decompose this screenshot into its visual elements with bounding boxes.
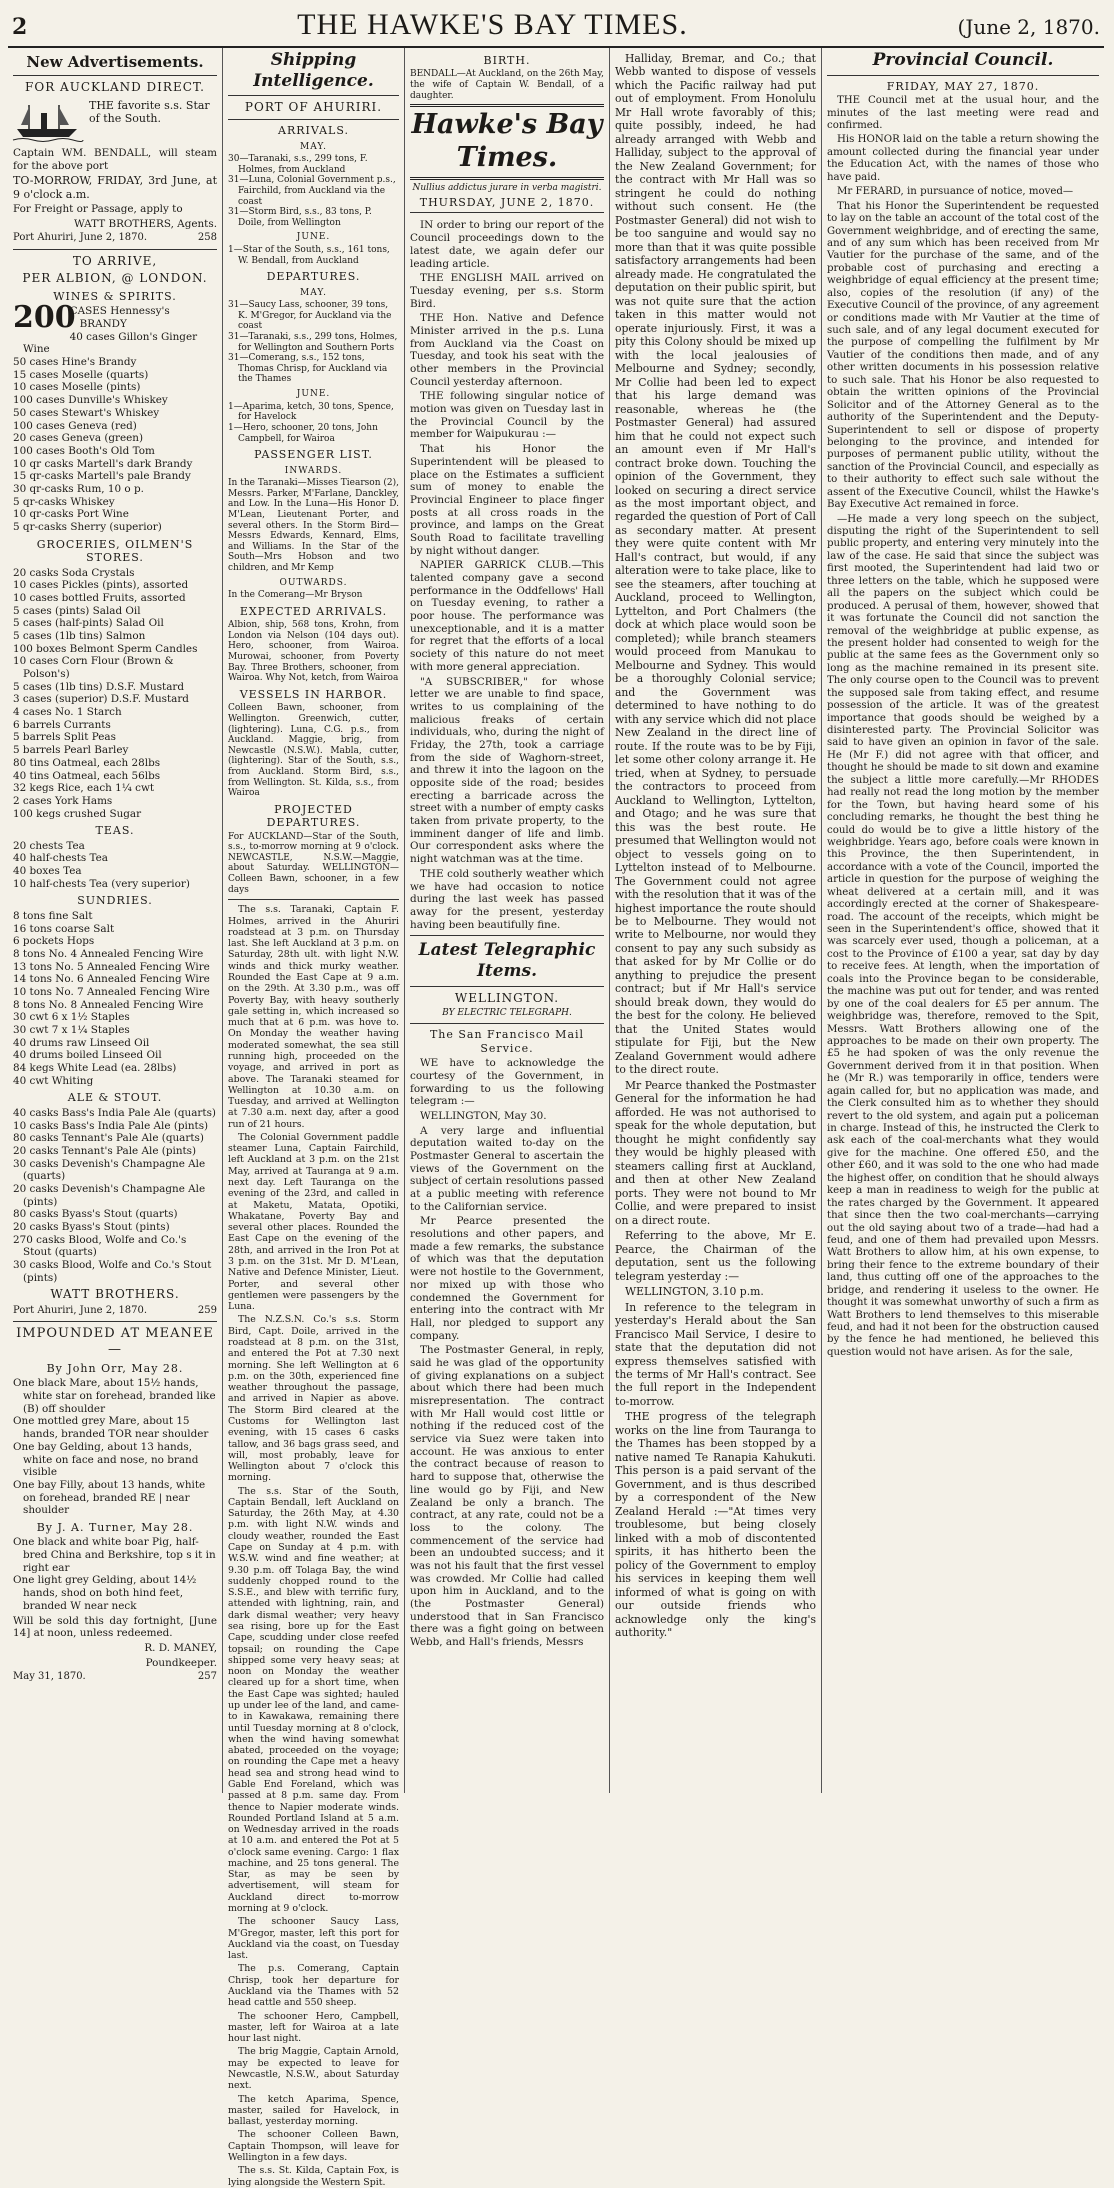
- wines-big-number: 200: [13, 300, 76, 336]
- impounded-item: One mottled grey Mare, about 15 hands, branded TOR near shoulder: [13, 1415, 209, 1441]
- poundkeeper-name: R. D. MANEY,: [144, 1641, 217, 1654]
- telegraphic-paragraph: Mr Pearce thanked the Postmaster General for the information he had afforded. He was not authorised to speak for the whole deputation, but thought he might confidently say they would be highly pleased with steamers calling first at Auckland, and then at other New Zealand ports. They were not bound to Mr Collie, and were prepared to insist on a direct route.: [615, 1078, 816, 1227]
- list-item: 5 cases (1lb tins) Salmon: [13, 629, 146, 642]
- list-item: 10 casks Bass's India Pale Ale (pints): [13, 1119, 209, 1132]
- projected-heading: PROJECTED DEPARTURES.: [266, 802, 361, 830]
- impounded-by-2: By J. A. Turner, May 28.: [36, 1520, 194, 1534]
- impounded-item: One bay Filly, about 13 hands, white on forehead, branded RE | near shoulder: [13, 1478, 206, 1517]
- arrival-item: 1—Star of the South, s.s., 161 tons, W. Bendall, from Auckland: [228, 244, 390, 266]
- list-item: 10 qr-casks Port Wine: [13, 508, 129, 521]
- arrival-item: 30—Taranaki, s.s., 299 tons, F. Holmes, from Auckland: [228, 154, 368, 175]
- list-item: 8 tons No. 8 Annealed Fencing Wire: [13, 998, 204, 1011]
- telegraphic-paragraphs: [410, 1057, 604, 1649]
- list-item: 8 tons fine Salt: [13, 909, 93, 922]
- masthead: [8, 8, 1104, 48]
- steamship-icon: [13, 99, 83, 143]
- sundries-list: [13, 910, 217, 1088]
- list-item: 30 qr-casks Rum, 10 o p.: [13, 482, 144, 495]
- issue-date: (June 2, 1870.: [957, 15, 1100, 39]
- council-date: FRIDAY, MAY 27, 1870.: [886, 79, 1040, 93]
- departures-heading: DEPARTURES.: [266, 270, 361, 284]
- telegraphic-subheading: The San Francisco Mail Service.: [429, 1028, 585, 1055]
- shipping-paragraph: The Colonial Government paddle steamer Luna, Captain Fairchild, left Auckland at 3 p.m. on the 21st May, arrived at Tauranga at 9 a.m. next day. Left Tauranga on the evening of the 23rd, and called in at Maketu, Matata, Opotiki, Whakatane, Poverty Bay and several other places. Rounded the East Cape on the evening of the 28th, and arrived in the Iron Pot at 3 p.m. on the 31st. Mr D. M'Lean, Native and Defence Minister, Lieut. Porter, and several other gentlemen were passengers by the Luna.: [228, 1131, 399, 1313]
- telegraphic-paragraph: Mr Pearce presented the resolutions and other papers, and made a few remarks, the substance of which was that the deputation were not hostile to the Government, nor mixed up with those who condemned the Government for entering into the contract with Mr Hall, nor pledged to support any company.: [410, 1215, 604, 1342]
- departure-item: 1—Aparima, ketch, 30 tons, Spence, for Havelock: [228, 401, 394, 423]
- column-editorial: [405, 48, 610, 1793]
- list-item: 10 qr casks Martell's dark Brandy: [13, 457, 193, 470]
- council-paragraph: Mr FERARD, in pursuance of notice, moved—: [837, 186, 1074, 198]
- editorial-paragraph: IN order to bring our report of the Council proceedings down to the latest date, we again defer our leading article.: [410, 219, 604, 270]
- shipping-paragraph: The s.s. Star of the South, Captain Bendall, left Auckland on Saturday, the 26th May, at 4.30 p.m. with light N.W. winds and cloudy weather, rounded the East Cape on Sunday at 4 p.m. with W.S.W. wind and fine weather; at 9.30 p.m. off Tolaga Bay, the wind suddenly chopped round to the S.S.E., and blew with terrific fury, attended with lightning, rain, and dark dismal weather; very heavy sea rising, bore up for the East Cape, scudding under close reefed topsail; on rounding the Cape shipped some very heavy seas; at noon on Monday the weather cleared up for a short time, when the East Cape was sighted; hauled up under lee of the land, and came-to in Kawakawa, remaining there until Tuesday morning at 8 o'clock, when the wind having somewhat abated, proceeded on the voyage; on rounding the Cape met a heavy head sea and strong head wind to Gable End Foreland, which was passed at 8 p.m. same day. From thence to Napier moderate winds. Rounded Portland Island at 5 a.m. on Wednesday arrived in the roads at 10 a.m. and entered the Pot at 5 o'clock same evening. Cargo: 1 flax machine, and 25 tons general. The Star, as may be seen by advertisement, will steam for Auckland direct to-morrow morning at 9 o'clock.: [228, 1485, 399, 1915]
- arrive-vessel: PER ALBION, @ LONDON.: [22, 271, 208, 286]
- arrivals-heading: ARRIVALS.: [278, 124, 349, 138]
- telegraphic-paragraph: Halliday, Bremar, and Co.; that Webb wanted to dispose of vessels which the Pacific railway had put out of employment. From Honolulu Mr Hall wrote favorably of this; quite possibly, indeed, he had already arranged with Webb and Halliday, subject to the approval of the New Zealand Government; for the contract with Mr Hall was so stringent he could do nothing without such consent. He (the Postmaster General) did not wish to be too sanguine and would say no more than that it was quite possible satisfactory arrangements had been already made. He congratulated the deputation on their public spirit, but was not quite sure that the action taken in this matter would not operate injuriously. First, it was a pity this Colony should be mixed up with the local jealousies of Melbourne and Sydney; secondly, Mr Collie had been led to expect that his large demand was reasonable, whereas he (the Postmaster General) had assured him that he could not expect such an amount even if Mr Hall's contract broke down. Touching the opinion of the Government, they looked on securing a direct service as the most important object, and regarded the question of Port of Call as secondary matter. At present they were quite content with Mr Hall's contract, but would, if any alteration were to take place, like to see the steamers, after touching at Auckland, proceed to Wellington, Lyttelton, and Port Chalmers (the dock at which place would soon be completed); while branch steamers would proceed from Manukau to Melbourne and Sydney. This would be a thoroughly Colonial service; and the Government was determined to have nothing to do with any service which did not place New Zealand in the direct line of route. If the route was to be by Fiji, let some other colony arrange it. He tried, when at Sydney, to persuade the contractors to proceed from Auckland to Wellington, Lyttelton, and Otago; and he was sure that this was the best route. He presumed that Wellington would not object to vessels going on to Lyttelton instead of to Melbourne. The Government could not agree with the resolution that it was of the highest importance the route should be to Melbourne. They would not write to Melbourne, nor would they consent to pay any such subsidy as that asked for by Mr Collie or do anything to prejudice the present contract; but if Mr Hall's service should break down, they would do the best for the colony. He believed that the United States would stipulate for Fiji, but the New Zealand Government would adhere to the direct route.: [615, 52, 817, 1077]
- teas-list: [13, 840, 217, 891]
- impounded-list-1: [13, 1377, 217, 1517]
- ale-list: [13, 1107, 217, 1285]
- birth-heading: BIRTH.: [483, 54, 531, 67]
- list-item: 10 tons No. 7 Annealed Fencing Wire: [13, 985, 210, 998]
- column-telegraphic-continued: [610, 48, 822, 1793]
- shipping-heading: Shipping Intelligence.: [253, 50, 374, 91]
- editorial-paragraph: THE ENGLISH MAIL arrived on Tuesday evening, per s.s. Storm Bird.: [410, 272, 604, 310]
- editorial-dateline: THURSDAY, JUNE 2, 1870.: [410, 196, 604, 213]
- ad-captain: Captain WM. BENDALL, will steam for the above port: [13, 146, 217, 172]
- paper-title: Hawke's Bay Times.: [410, 104, 604, 180]
- impounded-item: One black and white boar Pig, half-bred China and Berkshire, top s it in right ear: [13, 1536, 216, 1574]
- list-item: 14 tons No. 6 Annealed Fencing Wire: [13, 973, 210, 986]
- list-item: 40 cases Gillon's Ginger Wine: [23, 330, 198, 356]
- list-item: 30 cwt 6 x 1½ Staples: [13, 1011, 130, 1024]
- departures-may-heading: MAY.: [300, 287, 327, 298]
- grocery-heading: GROCERIES, OILMEN'S STORES.: [36, 537, 194, 565]
- newspaper-title: THE HAWKE'S BAY TIMES.: [297, 8, 688, 41]
- impounded-by-1: By John Orr, May 28.: [46, 1362, 184, 1376]
- arrive-title: TO ARRIVE,: [72, 253, 158, 268]
- section-heading: New Advertisements.: [26, 53, 204, 71]
- outwards-text: In the Comerang—Mr Bryson: [228, 590, 363, 601]
- list-item: 5 cases (pints) Salad Oil: [13, 604, 141, 617]
- poundkeeper-title: Poundkeeper.: [145, 1656, 217, 1669]
- council-paragraph: THE Council met at the usual hour, and the minutes of the last meeting were read and confirmed.: [827, 95, 1099, 132]
- shipping-paragraph: The ketch Aparima, Spence, master, sailed for Havelock, in ballast, yesterday morning.: [228, 2093, 399, 2128]
- paper-motto: Nullius addictus jurare in verba magistri.: [412, 183, 602, 194]
- list-item: 20 cases Geneva (green): [13, 432, 144, 445]
- list-item: 50 cases Hine's Brandy: [13, 356, 137, 369]
- impounded-sale: Will be sold this day fortnight, [June 14] at noon, unless redeemed.: [13, 1614, 217, 1640]
- list-item: 40 cwt Whiting: [13, 1074, 94, 1087]
- council-paragraph: —He made a very long speech on the subject, disputing the right of the Superintendent to sell public property, and entering very minutely into the law of the case. He said that since the subject was first mooted, the Superintendent had laid two or three letters on the table, which he supposed were all the papers on the subject which could be produced. A perusal of them, however, showed that it was fortunate the Council did not sanction the removal of the weighbridge at public expense, as the present holder had consented to weigh for the public at the same fees as the Government only so long as the machine remained in its present site. The only course open to the Council was to prevent the supposed sale from taking effect, and resume possession of the article. It was of the greatest importance that goods should be weighed by a disinterested party. The Provincial Solicitor was said to have given an opinion in favor of the sale. He (Mr F.) did not agree with that officer, and thought he should be made to sit down and examine the subject a little more carefully.—Mr RHODES had really not read the long motion by the member for the Town, but having heard some of his concluding remarks, he thought the best thing he could do would be to give a little history of the weighbridge. Years ago, before coals were known in this Province, the then Superintendent, in accordance with a vote of the Council, imported the article in question for the purpose of weighing the wheat delivered at a certain mill, and it was accordingly erected at the corner of Shakespeare-road. The account of the receipts, which might be seen in the Superintendent's office, showed that it was scarcely ever used, though a policeman, at a cost to the Province of £100 a year, sat day by day to receive fees. At length, when the importation of coals into the Province began to be considerable, the machine was put out for tender, and was rented by one of the coal dealers for £5 per annum. The weighbridge was, therefore, removed to the Spit, Messrs. Watt Brothers allowing one of the approaches to be made on their own property. The £5 he had spoken of was the only revenue the Government derived from it in that position. When he (Mr R.) was temporarily in office, tenders were again called for, but no application was made, and the Clerk consulted him as to whether they should revert to the old system, and again put a policeman in charge. Instead of this, he instructed the Clerk to ask each of the coal-merchants what they would give for the machine. One offered £50, and the other £60, and it was sold to the one who had made the highest offer, on condition that he should always keep a man in readiness to weigh for the public at the rates charged by the Government. It appeared that since then the two coal-merchants—carrying out the old saying about two of a trade—had had a feud, and one of them had prevailed upon Messrs. Watt Brothers to allow him, at his own expense, to bring their fence to the extreme boundary of their land, thus cutting off one of the approaches to the bridge, and rendering it useless to the owner. He thought it was somewhat unworthy of such a firm as Watt Brothers to lend themselves to this miserable feud, and had it not been for the obstruction caused by the fence he had mentioned, he believed this question would not have arisen. As for the sale,: [827, 513, 1099, 1358]
- telegraphic-paragraph: WELLINGTON, May 30.: [420, 1109, 547, 1122]
- council-paragraph: That his Honor the Superintendent be requested to lay on the table an account of the total cost of the Government weighbridge, and of erecting the same, and of any sum which has been received from Mr Vautier for the purchase of the same, and of the probable cost of purchasing and erecting a weighbridge of equal efficiency at the present time; also, copies of the resolution (if any) of the Executive Council of the province, of any agreement or conditions made with Mr Vautier at the time of such sale, and of any legal document executed for the purpose of compelling the fulfilment by Mr Vautier of the conditions then made, and of any other written documents in his possession relative to such sale. That his Honor be also requested to obtain the written opinions of the Provincial Solicitor and of the Attorney General as to the authority of the Superintendent and the Deputy-Superintendent to sell or dispose of property belonging to the province, and intended for purposes of permanent public utility, without the sanction of the Provincial Council, and especially as to their authority to effect such sale without the assent of the Executive Council, whilst the Hawke's Bay Executive Act remained in force.: [827, 200, 1099, 511]
- ad-ref: 258: [197, 232, 217, 244]
- telegraphic-continued-paragraphs: [615, 52, 816, 1640]
- list-item: 40 boxes Tea: [13, 865, 82, 878]
- list-item: 80 casks Byass's Stout (quarts): [13, 1208, 178, 1221]
- list-item: 100 cases Geneva (red): [13, 419, 137, 432]
- editorial-paragraph: THE Hon. Native and Defence Minister arrived in the p.s. Luna from Auckland via the Coast on Tuesday, and took his seat with the other members in the Provincial Council yesterday afternoon.: [410, 312, 604, 388]
- editorial-paragraph: "A SUBSCRIBER," for whose letter we are unable to find space, writes to us complaining of the malicious freaks of certain individuals, who, during the night of Friday, the 27th, took a carriage from the side of Waghorn-street, and threw it into the lagoon on the opposite side of the road; besides erecting a barricade across the street with a number of empty casks taken from private property, to the imminent danger of life and limb. Our correspondent asks where the night watchman was at the time.: [410, 675, 604, 866]
- list-item: 5 cases (1lb tins) D.S.F. Mustard: [13, 680, 185, 693]
- outwards-heading: OUTWARDS.: [279, 577, 348, 588]
- column-shipping: [223, 48, 405, 2188]
- list-item: CASES Hennessy's BRANDY: [69, 305, 170, 331]
- departures-may-list: [228, 300, 399, 385]
- list-item: 84 kegs White Lead (ea. 28lbs): [13, 1062, 177, 1075]
- list-item: 5 barrels Pearl Barley: [13, 744, 129, 757]
- list-item: 15 cases Moselle (quarts): [13, 368, 149, 381]
- telegraphic-paragraph: A very large and influential deputation waited to-day on the Postmaster General to ascertain the views of the Government on the subject of certain resolutions passed at a public meeting with reference to the Californian service.: [410, 1124, 604, 1213]
- list-item: 20 casks Tennant's Pale Ale (pints): [13, 1144, 197, 1157]
- list-item: 80 tins Oatmeal, each 28lbs: [13, 756, 161, 769]
- arrivals-june-list: [228, 245, 399, 266]
- impounded-list-2: [13, 1536, 217, 1612]
- list-item: 40 half-chests Tea: [13, 852, 108, 865]
- council-paragraph: His HONOR laid on the table a return showing the amount collected during the financial year under the Education Act, with the names of those who have paid.: [827, 134, 1099, 183]
- list-item: 5 qr-casks Whiskey: [13, 495, 115, 508]
- telegraphic-by: BY ELECTRIC TELEGRAPH.: [442, 1008, 572, 1019]
- editorial-paragraph: NAPIER GARRICK CLUB.—This talented company gave a second performance in the Oddfellows' Hall on Tuesday evening, to rather a poor house. The performance was unexceptionable, and it is a matter for regret that the efforts of a local society of this nature do not meet with more general appreciation.: [410, 559, 604, 673]
- list-item: 30 casks Blood, Wolfe and Co.'s Stout (pints): [13, 1259, 212, 1284]
- shipping-paragraph: The schooner Colleen Bawn, Captain Thompson, will leave for Wellington in a few days.: [228, 2129, 399, 2163]
- telegraphic-paragraph: WE have to acknowledge the courtesy of the Government, in forwarding to us the following telegram :—: [410, 1057, 604, 1108]
- ale-heading: ALE & STOUT.: [67, 1091, 163, 1105]
- departure-item: 31—Comerang, s.s., 152 tons, Thomas Chrisp, for Auckland via the Thames: [228, 353, 388, 385]
- list-item: 40 casks Bass's India Pale Ale (quarts): [13, 1106, 216, 1119]
- port-heading: PORT OF AHURIRI.: [244, 100, 383, 115]
- list-item: 20 casks Byass's Stout (pints): [13, 1221, 170, 1234]
- list-item: 6 pockets Hops: [13, 935, 95, 948]
- shipping-paragraph: The s.s. St. Kilda, Captain Fox, is lying alongside the Western Spit.: [228, 2165, 399, 2188]
- editorial-paragraph: THE following singular notice of motion was given on Tuesday last in the Provincial Council by the member for Waipukurau :—: [410, 390, 604, 441]
- list-item: 40 tins Oatmeal, each 56lbs: [13, 769, 161, 782]
- departures-june-list: [228, 402, 399, 444]
- sundries-heading: SUNDRIES.: [77, 894, 153, 908]
- list-item: 100 boxes Belmont Sperm Candles: [13, 642, 198, 655]
- list-item: 5 barrels Split Peas: [13, 731, 116, 744]
- shipping-paragraph: The p.s. Comerang, Captain Chrisp, took her departure for Auckland via the Thames with 52 head cattle and 550 sheep.: [228, 1963, 399, 2009]
- teas-heading: TEAS.: [95, 824, 135, 838]
- list-item: 8 tons No. 4 Annealed Fencing Wire: [13, 947, 204, 960]
- list-item: 50 cases Stewart's Whiskey: [13, 406, 160, 419]
- list-item: 3 cases (superior) D.S.F. Mustard: [13, 693, 189, 706]
- expected-text: Albion, ship, 568 tons, Krohn, from London via Nelson (104 days out). Hero, schooner, from Wairoa. Murowai, schooner, from Poverty Bay. Three Brothers, schooner, from Wairoa. Why Not, ketch, from Wairoa: [228, 620, 399, 684]
- arrivals-may-list: [228, 154, 399, 228]
- council-paragraphs: [827, 95, 1099, 1359]
- column-provincial-council: [822, 48, 1104, 1793]
- list-item: 270 casks Blood, Wolfe and Co.'s Stout (quarts): [13, 1233, 187, 1259]
- shipping-paragraph: The brig Maggie, Captain Arnold, may be expected to leave for Newcastle, N.S.W., about Saturday next.: [228, 2046, 399, 2092]
- list-item: 20 casks Devenish's Champagne Ale (pints): [13, 1182, 206, 1208]
- list-item: 20 chests Tea: [13, 839, 85, 852]
- ad-agent: WATT BROTHERS, Agents.: [74, 217, 217, 230]
- list-item: 100 kegs crushed Sugar: [13, 807, 142, 820]
- list-item: 4 cases No. 1 Starch: [13, 706, 122, 719]
- list-item: 100 cases Dunville's Whiskey: [13, 394, 168, 407]
- list-item: 10 cases Pickles (pints), assorted: [13, 579, 189, 592]
- shipping-paragraph: The s.s. Taranaki, Captain F. Holmes, arrived in the Ahuriri roadstead at 3 p.m. on Thursday last. She left Auckland at 3 p.m. on Saturday, 28th ult. with light N.W. winds and thick murky weather. Rounded the East Cape at 9 a.m. on the 29th. At 3.30 p.m., was off Poverty Bay, with heavy southerly gale setting in, which increased so much that at 6 p.m. was hove to. On Monday the weather having moderated somewhat, the sea still running high, proceeded on the voyage, and arrived in port as above. The Taranaki steamed for Wellington at 10.30 a.m. on Tuesday, and arrived at Wellington at 7.30 a.m. next day, after a good run of 21 hours.: [228, 904, 399, 1130]
- telegraphic-paragraph: THE progress of the telegraph works on the line from Tauranga to the Thames has been stopped by a native named Te Ranapia Kahukuti. This person is a paid servant of the Government, and is thus described by a correspondent of the New Zealand Herald :—"At times very troublesome, but being closely linked with a mob of discontented spirits, it has hitherto been the policy of the Government to employ his services in keeping them well informed of what is going on with our outside friends who acknowledge only the king's authority.": [615, 1410, 816, 1640]
- telegraphic-paragraph: In reference to the telegram in yesterday's Herald about the San Francisco Mail Service, I desire to state that the deputation did not express themselves satisfied with the terms of Mr Hall's contract. See the full report in the Independent to-morrow.: [615, 1300, 816, 1408]
- arrivals-june-heading: JUNE.: [296, 232, 331, 243]
- departure-item: 31—Saucy Lass, schooner, 39 tons, K. M'Gregor, for Auckland via the coast: [228, 300, 392, 332]
- shipping-paragraph: The schooner Hero, Campbell, master, left for Wairoa at a late hour last night.: [228, 2010, 399, 2045]
- telegraphic-place: WELLINGTON.: [454, 990, 560, 1005]
- list-item: 10 cases bottled Fruits, assorted: [13, 591, 186, 604]
- list-item: 30 casks Devenish's Champagne Ale (quarts): [13, 1157, 206, 1183]
- list-item: 30 cwt 7 x 1¼ Staples: [13, 1024, 130, 1037]
- list-item: 5 qr-casks Sherry (superior): [13, 521, 162, 534]
- list-item: 32 kegs Rice, each 1¼ cwt: [13, 782, 155, 795]
- arrive-agent: WATT BROTHERS.: [50, 1287, 180, 1302]
- list-item: 10 half-chests Tea (very superior): [13, 877, 190, 890]
- inwards-heading: INWARDS.: [284, 465, 343, 476]
- grocery-list: [13, 567, 217, 821]
- projected-text: For AUCKLAND—Star of the South, s.s., to-morrow morning at 9 o'clock. NEWCASTLE, N.S.W.—Maggie, about Saturday. WELLINGTON—Colleen Bawn, schooner, in a few days: [228, 831, 399, 895]
- page-number: 2: [12, 14, 28, 40]
- departures-june-heading: JUNE.: [296, 389, 331, 400]
- impounded-title: IMPOUNDED AT MEANEE—: [16, 1326, 214, 1358]
- ad-place: Port Ahuriri, June 2, 1870.: [13, 232, 148, 244]
- wines-heading: WINES & SPIRITS.: [53, 289, 177, 303]
- ad-ship-line: THE favorite s.s. Star of the South.: [89, 98, 210, 126]
- impounded-item: One light grey Gelding, about 14½ hands, shod on both hind feet, branded W near neck: [13, 1574, 197, 1612]
- list-item: 20 casks Soda Crystals: [13, 566, 135, 579]
- column-advertisements: [8, 48, 223, 1793]
- list-item: 2 cases York Hams: [13, 794, 113, 807]
- list-item: 10 cases Moselle (pints): [13, 381, 141, 394]
- telegraphic-paragraph: The Postmaster General, in reply, said he was glad of the opportunity of giving explanations on a subject about which there had been much misrepresentation. The contract with Mr Hall would cost little or nothing if the reduced cost of the service via Suez were taken into account. He was anxious to enter the contract because of reason to hard to suppose that, otherwise the line would go by Fiji, and New Zealand be only a branch. The contract, at any rate, could not be a loss to the colony. The commencement of the service had been an undoubted success; and it was not his fault that the first vessel was crowded. Mr Collie had called upon him in Auckland, and to the (the Postmaster General) understood that in San Francisco there was a fight going on between Webb, and Hall's friends, Messrs: [410, 1344, 604, 1649]
- shipping-paragraph: The schooner Saucy Lass, M'Gregor, master, left this port for Auckland via the coast, on Tuesday last.: [228, 1916, 399, 1962]
- birth-notice: BENDALL—At Auckland, on the 26th May, the wife of Captain W. Bendall, of a daughter.: [410, 69, 604, 101]
- list-item: 100 cases Booth's Old Tom: [13, 444, 155, 457]
- list-item: 40 drums raw Linseed Oil: [13, 1036, 150, 1049]
- editorial-paragraphs: [410, 219, 604, 931]
- impounded-ref: 257: [197, 1671, 217, 1683]
- departure-item: 1—Hero, schooner, 20 tons, John Campbell, for Wairoa: [228, 422, 378, 444]
- arrival-item: 31—Luna, Colonial Government p.s., Fairchild, from Auckland via the coast: [228, 175, 396, 207]
- editorial-paragraph: That his Honor the Superintendent will be pleased to place on the Estimates a sufficient sum of money to enable the Provincial Engineer to place finger posts at all cross roads in the province, and lamps on the Great South Road to facilitate travelling by night without danger.: [410, 443, 604, 557]
- arrival-item: 31—Storm Bird, s.s., 83 tons, P. Doile, from Wellington: [228, 207, 372, 228]
- arrivals-may-heading: MAY.: [300, 141, 327, 152]
- list-item: 80 casks Tennant's Pale Ale (quarts): [13, 1132, 204, 1145]
- expected-heading: EXPECTED ARRIVALS.: [239, 604, 388, 618]
- list-item: 6 barrels Currants: [13, 718, 111, 731]
- impounded-date: May 31, 1870.: [13, 1671, 86, 1683]
- inwards-text: In the Taranaki—Misses Tiearson (2), Messrs. Parker, M'Farlane, Danckley, and Low. In the Luna—His Honor D. M'Lean, Lieutenant Porter, and several others. In the Storm Bird—Messrs Edwards, Kennard, Elms, and Williams. In the Star of the South—Mrs Hobson and two children, and Mr Kemp: [228, 478, 399, 574]
- ad-freight: For Freight or Passage, apply to: [13, 203, 183, 216]
- wines-list: [13, 300, 217, 534]
- ad-title: FOR AUCKLAND DIRECT.: [25, 80, 205, 95]
- arrive-place: Port Ahuriri, June 2, 1870.: [13, 1305, 148, 1317]
- editorial-paragraph: THE cold southerly weather which we have had occasion to notice during the last week has passed away for the present, yesterday having been beautifully fine.: [410, 867, 604, 931]
- council-heading: Provincial Council.: [872, 50, 1054, 70]
- list-item: 16 tons coarse Salt: [13, 922, 115, 935]
- list-item: 13 tons No. 5 Annealed Fencing Wire: [13, 960, 210, 973]
- arrive-ref: 259: [197, 1305, 217, 1317]
- shipping-paragraph: The N.Z.S.N. Co.'s s.s. Storm Bird, Capt. Doile, arrived in the roadstead at 8 p.m. on the 31st, and entered the Pot at 7.30 next morning. She left Wellington at 6 p.m. on the 30th, experienced fine weather throughout the passage, and arrived in Napier as above. The Storm Bird cleared at the Customs for Wellington last evening, with 15 cases 6 casks tallow, and 36 bags grass seed, and will, most probably, leave for Wellington about 7 o'clock this morning.: [228, 1314, 399, 1484]
- passenger-heading: PASSENGER LIST.: [254, 448, 373, 462]
- telegraphic-heading: Latest Telegraphic Items.: [418, 940, 596, 982]
- shipping-news-body: [228, 904, 399, 2188]
- list-item: 5 cases (half-pints) Salad Oil: [13, 617, 164, 630]
- harbor-text: Colleen Bawn, schooner, from Wellington. Greenwich, cutter, (lightering). Luna, C.G. p.s., from Auckland. Maggie, brig, from Newcastle (N.S.W.). Mabla, cutter, (lightering). Star of the South, s.s., from Auckland. Storm Bird, s.s., from Wellington. St. Kilda, s.s., from Wairoa: [228, 703, 399, 799]
- telegraphic-paragraph: WELLINGTON, 3.10 p.m.: [625, 1285, 764, 1299]
- list-item: 15 qr-casks Martell's pale Brandy: [13, 470, 191, 483]
- impounded-item: One black Mare, about 15½ hands, white star on forehead, branded like (B) off shoulder: [13, 1377, 216, 1415]
- departure-item: 31—Taranaki, s.s., 299 tons, Holmes, for Wellington and Southern Ports: [228, 332, 398, 353]
- list-item: 10 cases Corn Flour (Brown & Polson's): [13, 655, 174, 681]
- impounded-item: One bay Gelding, about 13 hands, white on face and nose, no brand visible: [13, 1440, 199, 1479]
- harbor-heading: VESSELS IN HARBOR.: [239, 687, 388, 701]
- list-item: 40 drums boiled Linseed Oil: [13, 1049, 162, 1062]
- telegraphic-paragraph: Referring to the above, Mr E. Pearce, the Chairman of the deputation, sent us the following telegram yesterday :—: [615, 1229, 816, 1283]
- ad-sailing: TO-MORROW, FRIDAY, 3rd June, at 9 o'clock a.m.: [13, 174, 217, 201]
